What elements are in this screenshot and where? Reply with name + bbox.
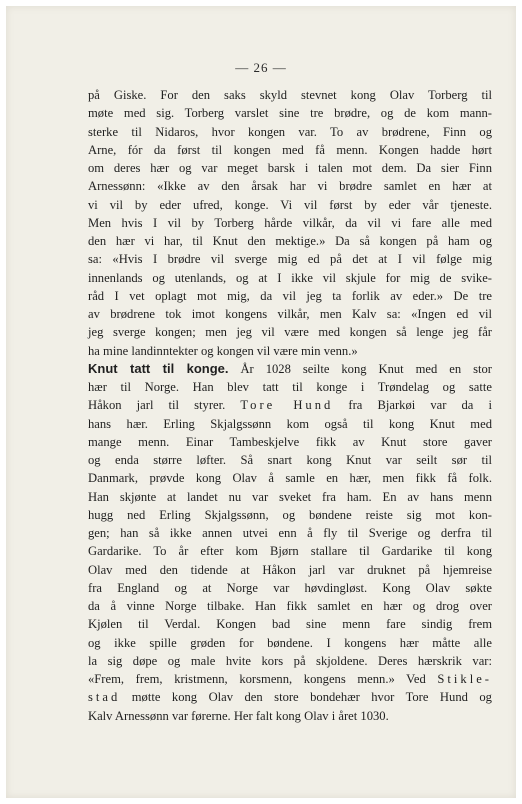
text-line: da å vinne Norge tilbake. Han fikk samlet en hær og drog over — [88, 599, 492, 613]
text-line: Arnessønn: «Ikke av den årsak har vi brødre samlet en hær at — [88, 179, 492, 194]
text-line: Danmark, prøvde kong Olav å samle en hær, men fikk få folk. — [88, 471, 492, 486]
text-segment: fra Bjarkøi var da i — [348, 398, 492, 413]
text-line: Men hvis I vil by Torberg hårde vilkår, da vil vi fare alle med — [88, 215, 492, 230]
section-heading: Knut tatt til konge. — [88, 360, 229, 376]
text-line — [88, 688, 492, 706]
text-line: sterke til Nidaros, hvor kongen var. To av brødrene, Finn og — [88, 124, 492, 139]
spaced-place-name: stad — [88, 690, 121, 705]
text-line: hær til Norge. Han blev tatt til konge i Trøndelag og satte — [88, 380, 492, 394]
text-segment: «Frem, frem, kristmenn, korsmenn, kongens menn.» Ved — [88, 672, 426, 686]
text-line: hans hær. Erling Skjalgssønn kom også til kong Knut med — [88, 416, 492, 431]
text-line: ha mine landinntekter og kongen vil være min venn.» — [88, 343, 358, 358]
text-segment: møtte kong Olav den store bondehær hvor Tore Hund og — [131, 690, 492, 705]
text-line: hugg ned Erling Skjalgssønn, og bøndene reiste sig mot kon- — [88, 507, 492, 522]
heading-line — [88, 360, 492, 378]
text-line: innenlands og utenlands, og at I ikke vil skjule for mig de svike- — [88, 270, 492, 285]
text-line: Kjølen til Verdal. Kongen bad sine menn fare sindig frem — [88, 617, 492, 632]
text-line: på Giske. For den saks skyld stevnet kong Olav Torberg til — [88, 88, 492, 102]
text-line: råd I vet oplagt mot mig, da vil jeg ta forlik av eder.» De tre — [88, 288, 492, 303]
text-line — [88, 396, 492, 414]
heading-line-text: År 1028 seilte kong Knut med en stor — [240, 361, 492, 376]
text-line — [88, 670, 492, 688]
text-line: mange menn. Einar Tambeskjelve fikk av Knut store gaver — [88, 434, 492, 449]
text-line: Olav med den tidende at Håkon jarl var druknet på hjemreise — [88, 562, 492, 577]
text-line: om deres hær og var meget barsk i talen mot dem. Da sier Finn — [88, 161, 492, 175]
text-line: sa: «Hvis I brødre vil sverge mig ed på det at I vil følge mig — [88, 252, 492, 267]
text-segment: Håkon jarl til styrer. — [88, 398, 226, 413]
spaced-name: Tore Hund — [240, 398, 334, 413]
text-line: vi vil by eder ufred, konge. Vi vil først by eder vår tjeneste. — [88, 197, 492, 212]
text-line: og enda større løfter. Så snart kong Knut var seilt sør til — [88, 453, 492, 467]
text-line: Gardarike. To år efter kom Bjørn stallare til Gardarike til kong — [88, 544, 492, 559]
text-line: fra England og at Norge var høvdingløst. Kong Olav søkte — [88, 580, 492, 595]
text-line: jeg sverge kongen; men jeg vil være med kongen så lenge jeg får — [88, 325, 492, 340]
text-line: la sig døpe og male hvite kors på skjoldene. Deres hærskrik var: — [88, 653, 492, 668]
text-line: gen; han så ikke annen utvei enn å fly til Sverige og derfra til — [88, 526, 492, 540]
body-text — [88, 86, 492, 725]
text-line: av brødrene tok imot kongens vilkår, men Kalv sa: «Ingen ed vil — [88, 307, 492, 321]
text-line: den hær vi har, til Knut den mektige.» Da så kongen på ham og — [88, 234, 492, 248]
text-line: møte med sig. Torberg varslet sine tre brødre, og de kom mann- — [88, 106, 492, 121]
text-line: Han skjønte at landet nu var sveket fra ham. En av hans menn — [88, 489, 492, 504]
text-line: og ikke spille grøden for bøndene. I kongens hær måtte alle — [88, 635, 492, 650]
text-line: Arne, fór da først til kongen med få menn. Kongen hadde hørt — [88, 142, 492, 157]
book-page — [6, 6, 516, 798]
page-number: — 26 — — [235, 60, 287, 75]
spaced-place-name: Stikle- — [437, 672, 492, 686]
text-line: Kalv Arnessønn var førerne. Her falt kong Olav i året 1030. — [88, 708, 389, 723]
